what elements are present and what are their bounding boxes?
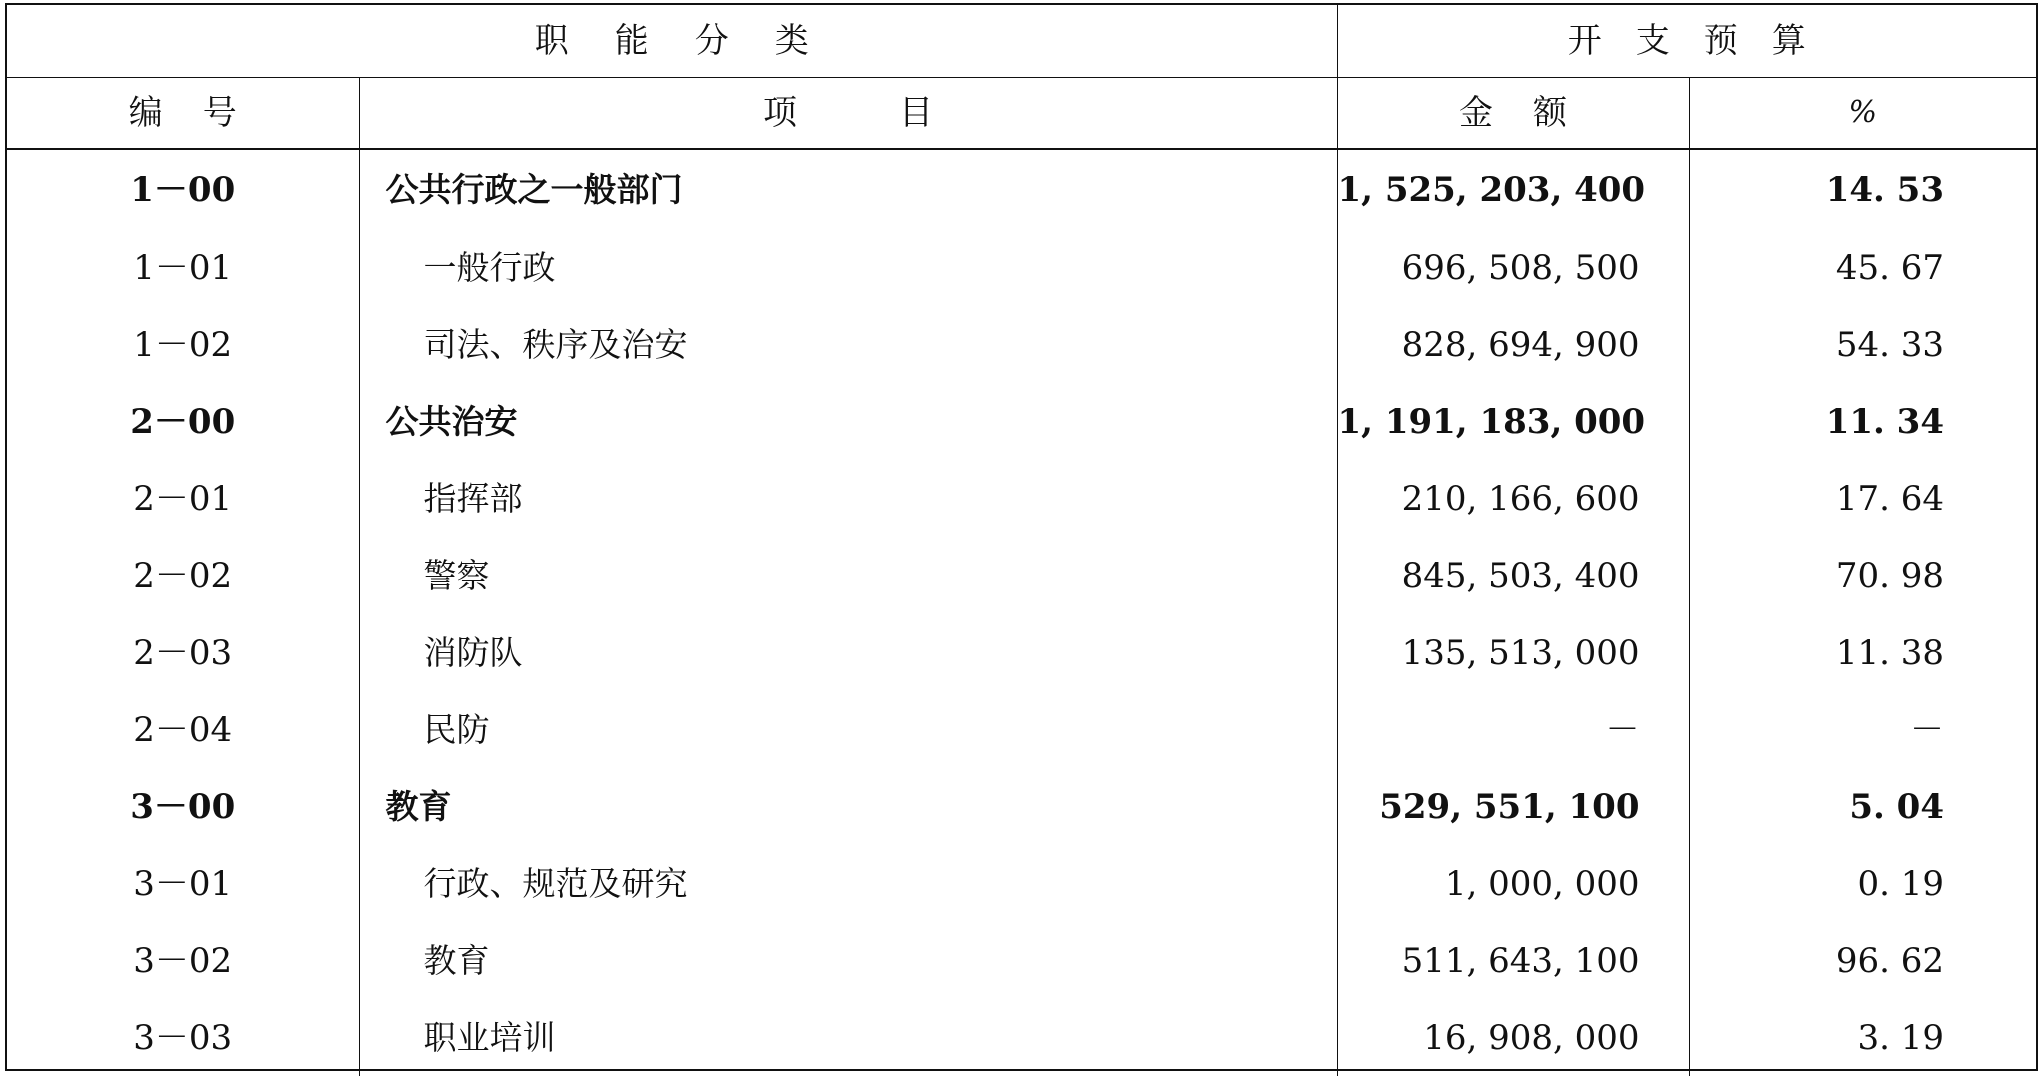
row-item: 消防队 <box>359 614 1337 691</box>
row-percent: 96. 62 <box>1835 940 1944 981</box>
row-code: 3－03 <box>7 999 359 1076</box>
row-amount: 1, 525, 203, 400 <box>1337 149 1689 229</box>
row-code: 2－02 <box>7 537 359 614</box>
row-code: 2－04 <box>7 691 359 768</box>
row-code: 1－01 <box>7 229 359 306</box>
row-item: 公共治安 <box>359 383 1337 460</box>
table-row <box>7 229 2036 306</box>
table-row <box>7 768 2036 845</box>
row-code: 2－03 <box>7 614 359 691</box>
row-percent: 14. 53 <box>1825 169 1944 210</box>
row-percent: 45. 67 <box>1835 247 1944 288</box>
row-percent: 0. 19 <box>1857 863 1944 904</box>
row-amount: 696, 508, 500 <box>1337 229 1689 306</box>
row-amount: 1, 000, 000 <box>1337 845 1689 922</box>
row-code: 3－01 <box>7 845 359 922</box>
amount-column-header: 金额 <box>1337 77 1689 149</box>
row-item: 一般行政 <box>359 229 1337 306</box>
row-item: 教育 <box>359 922 1337 999</box>
row-percent: 5. 04 <box>1849 786 1944 827</box>
row-amount: 529, 551, 100 <box>1337 768 1689 845</box>
row-code: 1－00 <box>7 149 359 229</box>
budget-header: 开支预算 <box>1337 5 2036 77</box>
category-header: 职能分类 <box>7 5 1337 77</box>
table-body <box>7 149 2036 1076</box>
row-amount: 1, 191, 183, 000 <box>1337 383 1689 460</box>
row-code: 2－01 <box>7 460 359 537</box>
row-item: 民防 <box>359 691 1337 768</box>
row-item: 教育 <box>359 768 1337 845</box>
row-amount: 511, 643, 100 <box>1337 922 1689 999</box>
table-row <box>7 845 2036 922</box>
table-row <box>7 537 2036 614</box>
header-row-top <box>7 5 2036 77</box>
table-row <box>7 149 2036 229</box>
row-amount: 828, 694, 900 <box>1337 306 1689 383</box>
row-amount: － <box>1337 691 1689 768</box>
row-item: 公共行政之一般部门 <box>359 149 1337 229</box>
row-percent: 17. 64 <box>1835 478 1944 519</box>
budget-table <box>7 5 2036 1076</box>
row-percent: 3. 19 <box>1857 1017 1944 1058</box>
row-code: 3－02 <box>7 922 359 999</box>
row-amount: 16, 908, 000 <box>1337 999 1689 1076</box>
row-item: 司法、秩序及治安 <box>359 306 1337 383</box>
table-row <box>7 691 2036 768</box>
item-column-header: 项目 <box>359 77 1337 149</box>
table-row <box>7 460 2036 537</box>
table-row <box>7 922 2036 999</box>
row-code: 2－00 <box>7 383 359 460</box>
table-row <box>7 306 2036 383</box>
row-percent: － <box>1910 709 1944 750</box>
row-code: 1－02 <box>7 306 359 383</box>
row-item: 行政、规范及研究 <box>359 845 1337 922</box>
row-item: 指挥部 <box>359 460 1337 537</box>
row-percent: 11. 34 <box>1825 401 1944 442</box>
row-item: 职业培训 <box>359 999 1337 1076</box>
budget-table-frame <box>5 3 2038 1071</box>
table-row <box>7 383 2036 460</box>
table-row <box>7 999 2036 1076</box>
row-amount: 135, 513, 000 <box>1337 614 1689 691</box>
header-row-columns <box>7 77 2036 149</box>
row-percent: 70. 98 <box>1835 555 1944 596</box>
row-item: 警察 <box>359 537 1337 614</box>
table-row <box>7 614 2036 691</box>
row-amount: 210, 166, 600 <box>1337 460 1689 537</box>
percent-column-header: % <box>1689 77 2036 149</box>
row-percent: 11. 38 <box>1835 632 1944 673</box>
row-amount: 845, 503, 400 <box>1337 537 1689 614</box>
row-percent: 54. 33 <box>1835 324 1944 365</box>
code-column-header: 编号 <box>7 77 359 149</box>
row-code: 3－00 <box>7 768 359 845</box>
